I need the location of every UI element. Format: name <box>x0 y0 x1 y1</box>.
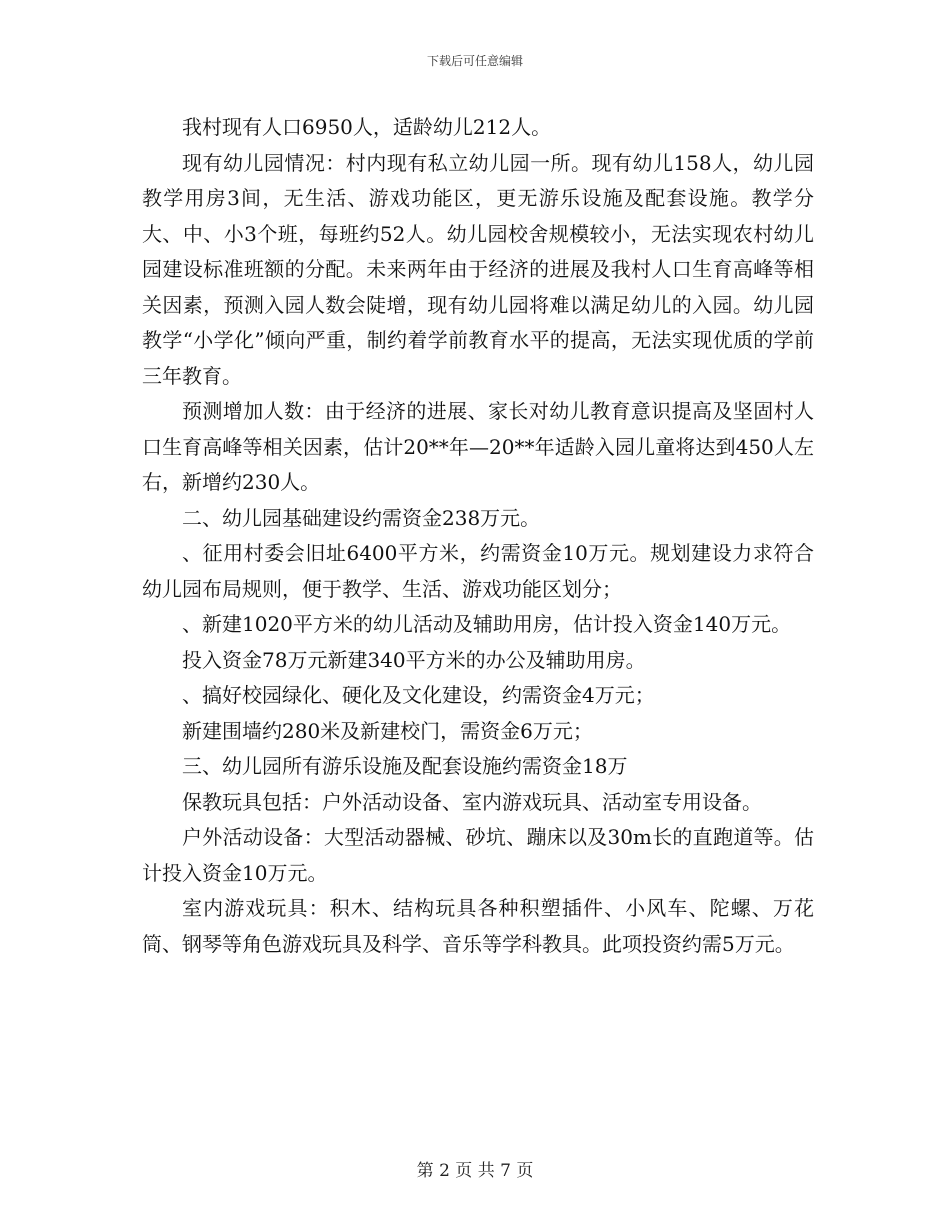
page-number: 第 2 页 共 7 页 <box>416 1161 534 1181</box>
paragraph-toys-overview: 保教玩具包括：户外活动设备、室内游戏玩具、活动室专用设备。 <box>182 789 762 814</box>
document-body <box>142 110 814 962</box>
paragraph-land-acquisition: 、征用村委会旧址6400平方米，约需资金10万元。规划建设力求符合幼儿园布局规则，便于教学、生活、游戏功能区划分； <box>142 541 814 601</box>
paragraph-indoor-toys: 室内游戏玩具：积木、结构玩具各种积塑插件、小风车、陀螺、万花筒、钢琴等角色游戏玩具及科学、音乐等学科教具。此项投资约需5万元。 <box>142 896 814 956</box>
paragraph-new-activity-rooms: 、新建1020平方米的幼儿活动及辅助用房，估计投入资金140万元。 <box>182 612 792 636</box>
paragraph-section-three-heading: 三、幼儿园所有游乐设施及配套设施约需资金18万 <box>182 754 628 778</box>
paragraph-office-rooms: 投入资金78万元新建340平方米的办公及辅助用房。 <box>182 647 646 672</box>
paragraph-wall-gate: 新建围墙约280米及新建校门，需资金6万元； <box>182 718 593 743</box>
paragraph-forecast: 预测增加人数：由于经济的进展、家长对幼儿教育意识提高及坚固村人口生育高峰等相关因素，估计20**年—20**年适龄入园儿童将达到450人左右，新增约230人。 <box>142 399 814 494</box>
header-note: 下载后可任意编辑 <box>426 54 523 68</box>
paragraph-section-two-heading: 二、幼儿园基础建设约需资金238万元。 <box>182 505 541 530</box>
paragraph-greening: 、搞好校园绿化、硬化及文化建设，约需资金4万元； <box>182 683 655 707</box>
paragraph-outdoor-equipment: 户外活动设备：大型活动器械、砂坑、蹦床以及30m长的直跑道等。估计投入资金10万元。 <box>142 825 814 885</box>
paragraph-population: 我村现有人口6950人，适龄幼儿212人。 <box>182 115 552 139</box>
paragraph-current-kindergarten: 现有幼儿园情况：村内现有私立幼儿园一所。现有幼儿158人，幼儿园教学用房3间，无生活、游戏功能区，更无游乐设施及配套设施。教学分大、中、小3个班，每班约52人。幼儿园校舍规模较小，无法实现农村幼儿园建设标准班额的分配。未来两年由于经济的进展及我村人口生育高峰等相关因素，预测入园人数会陡增，现有幼儿园将难以满足幼儿的入园。幼儿园教学“小学化”倾向严重，制约着学前教育水平的提高，无法实现优质的学前三年教育。 <box>142 150 814 388</box>
